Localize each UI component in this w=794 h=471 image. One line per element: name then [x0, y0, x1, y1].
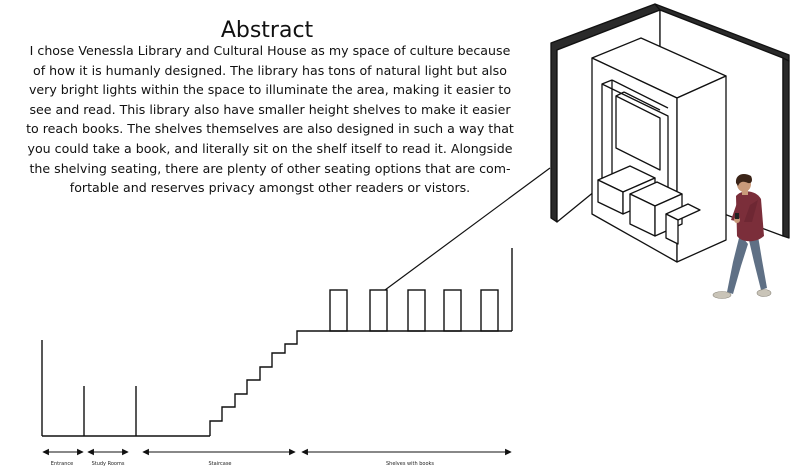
abstract-line: very bright lights within the space to illuminate the area, making it easier to — [28, 82, 512, 98]
shelf-unit — [481, 290, 498, 331]
shelf-units — [330, 290, 498, 331]
abstract-line: the shelving seating, there are plenty of other seating options that are com- — [29, 160, 511, 176]
section-profile — [42, 248, 512, 436]
zone-label-staircase: Staircase — [208, 461, 232, 467]
abstract-line: fortable and reserves privacy amongst other readers or vistors. — [69, 180, 471, 196]
zone-label-entrance: Entrance — [50, 461, 74, 467]
shelf-unit — [330, 290, 347, 331]
abstract-line: see and read. This library also have smaller height shelves to make it easier — [29, 101, 511, 117]
shelf-unit — [444, 290, 461, 331]
shelf-unit — [408, 290, 425, 331]
abstract-line: of how it is humanly designed. The library has tons of natural light but also — [33, 62, 507, 78]
zone-label-shelves: Shelves with books — [385, 461, 435, 467]
shelf-unit — [370, 290, 387, 331]
abstract-line: I chose Venessla Library and Cultural House as my space of culture because — [29, 43, 511, 58]
zone-label-study-rooms: Study Rooms — [91, 461, 125, 467]
abstract-line: to reach books. The shelves themselves are also designed in such a way that — [26, 121, 514, 137]
leader-line — [385, 168, 550, 290]
abstract-line: you could take a book, and literally sit on the shelf itself to read it. Alongside — [27, 140, 513, 156]
shelf-frame-side — [677, 76, 726, 262]
abstract-title: Abstract — [220, 18, 314, 43]
